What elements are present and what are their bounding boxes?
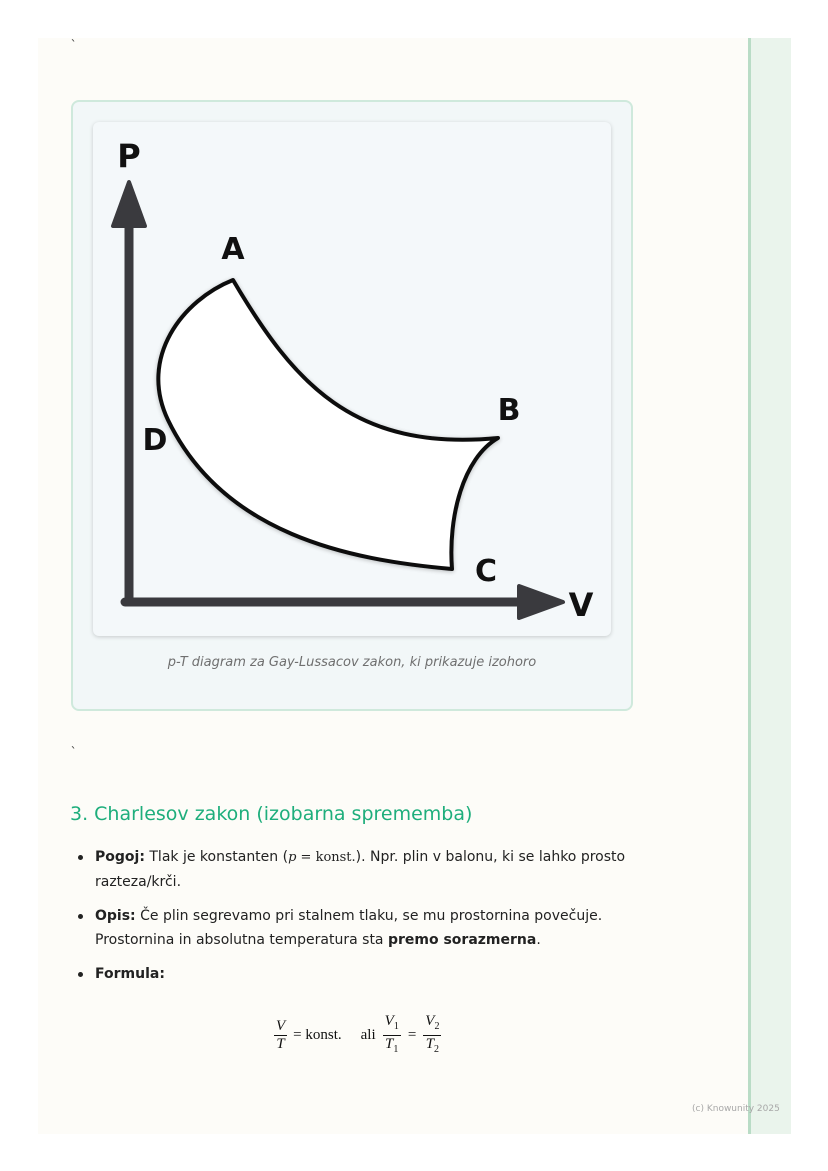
math-text: = konst. (296, 850, 356, 865)
figure-caption: p-T diagram za Gay-Lussacov zakon, ki prikazuje izohoro (167, 655, 537, 670)
fraction-v-over-t: $\frac{V}{T}$ (276, 1017, 286, 1052)
bullet-text: Če plin segrevamo pri stalnem tlaku, se mu prostornina povečuje. Prostornina in absolutna temperatura sta (95, 908, 603, 948)
stray-backtick: ` (70, 38, 78, 52)
list-item (70, 962, 650, 986)
formula-equals: = (407, 1026, 417, 1043)
list-item (70, 904, 650, 952)
section-heading: 3. Charlesov zakon (izobarna sprememba) (70, 803, 473, 825)
y-axis-label: P (117, 137, 141, 175)
x-axis-label: V (568, 586, 594, 624)
formula-const: = konst. (293, 1026, 342, 1043)
pv-diagram (93, 122, 611, 636)
charles-law-formula (272, 1012, 443, 1058)
copyright-footer: (c) Knowunity 2025 (692, 1104, 780, 1114)
bullet-list (70, 845, 650, 996)
fraction-v2-over-t2: $\frac{V_2}{T_2}$ (425, 1012, 440, 1055)
right-margin-strip (748, 38, 791, 1134)
y-axis-arrow (113, 182, 145, 226)
point-label-d: D (142, 423, 168, 458)
point-label-a: A (221, 232, 245, 267)
emphasis-text: premo sorazmerna (387, 932, 537, 948)
bullet-label: Opis: (95, 908, 136, 924)
point-label-c: C (474, 554, 498, 589)
list-item (70, 845, 650, 894)
bullet-label: Pogoj: (95, 849, 145, 865)
figure-container (71, 100, 633, 711)
bullet-text: . (536, 932, 541, 948)
math-variable: p (288, 850, 297, 865)
bullet-text: ). Npr. plin v balonu, ki se lahko prosto razteza/krči. (95, 849, 626, 890)
fraction-v1-over-t1: $\frac{V_1}{T_1}$ (384, 1012, 399, 1055)
bullet-label: Formula: (95, 966, 165, 982)
bullet-text: Tlak je konstanten ( (144, 849, 289, 865)
formula-connector: ali (360, 1026, 376, 1043)
x-axis-arrow (519, 586, 563, 618)
point-label-b: B (497, 393, 521, 428)
pv-diagram-image (93, 122, 611, 636)
cycle-curve (158, 280, 498, 569)
inline-math (288, 850, 356, 865)
stray-backtick: ` (70, 745, 78, 759)
